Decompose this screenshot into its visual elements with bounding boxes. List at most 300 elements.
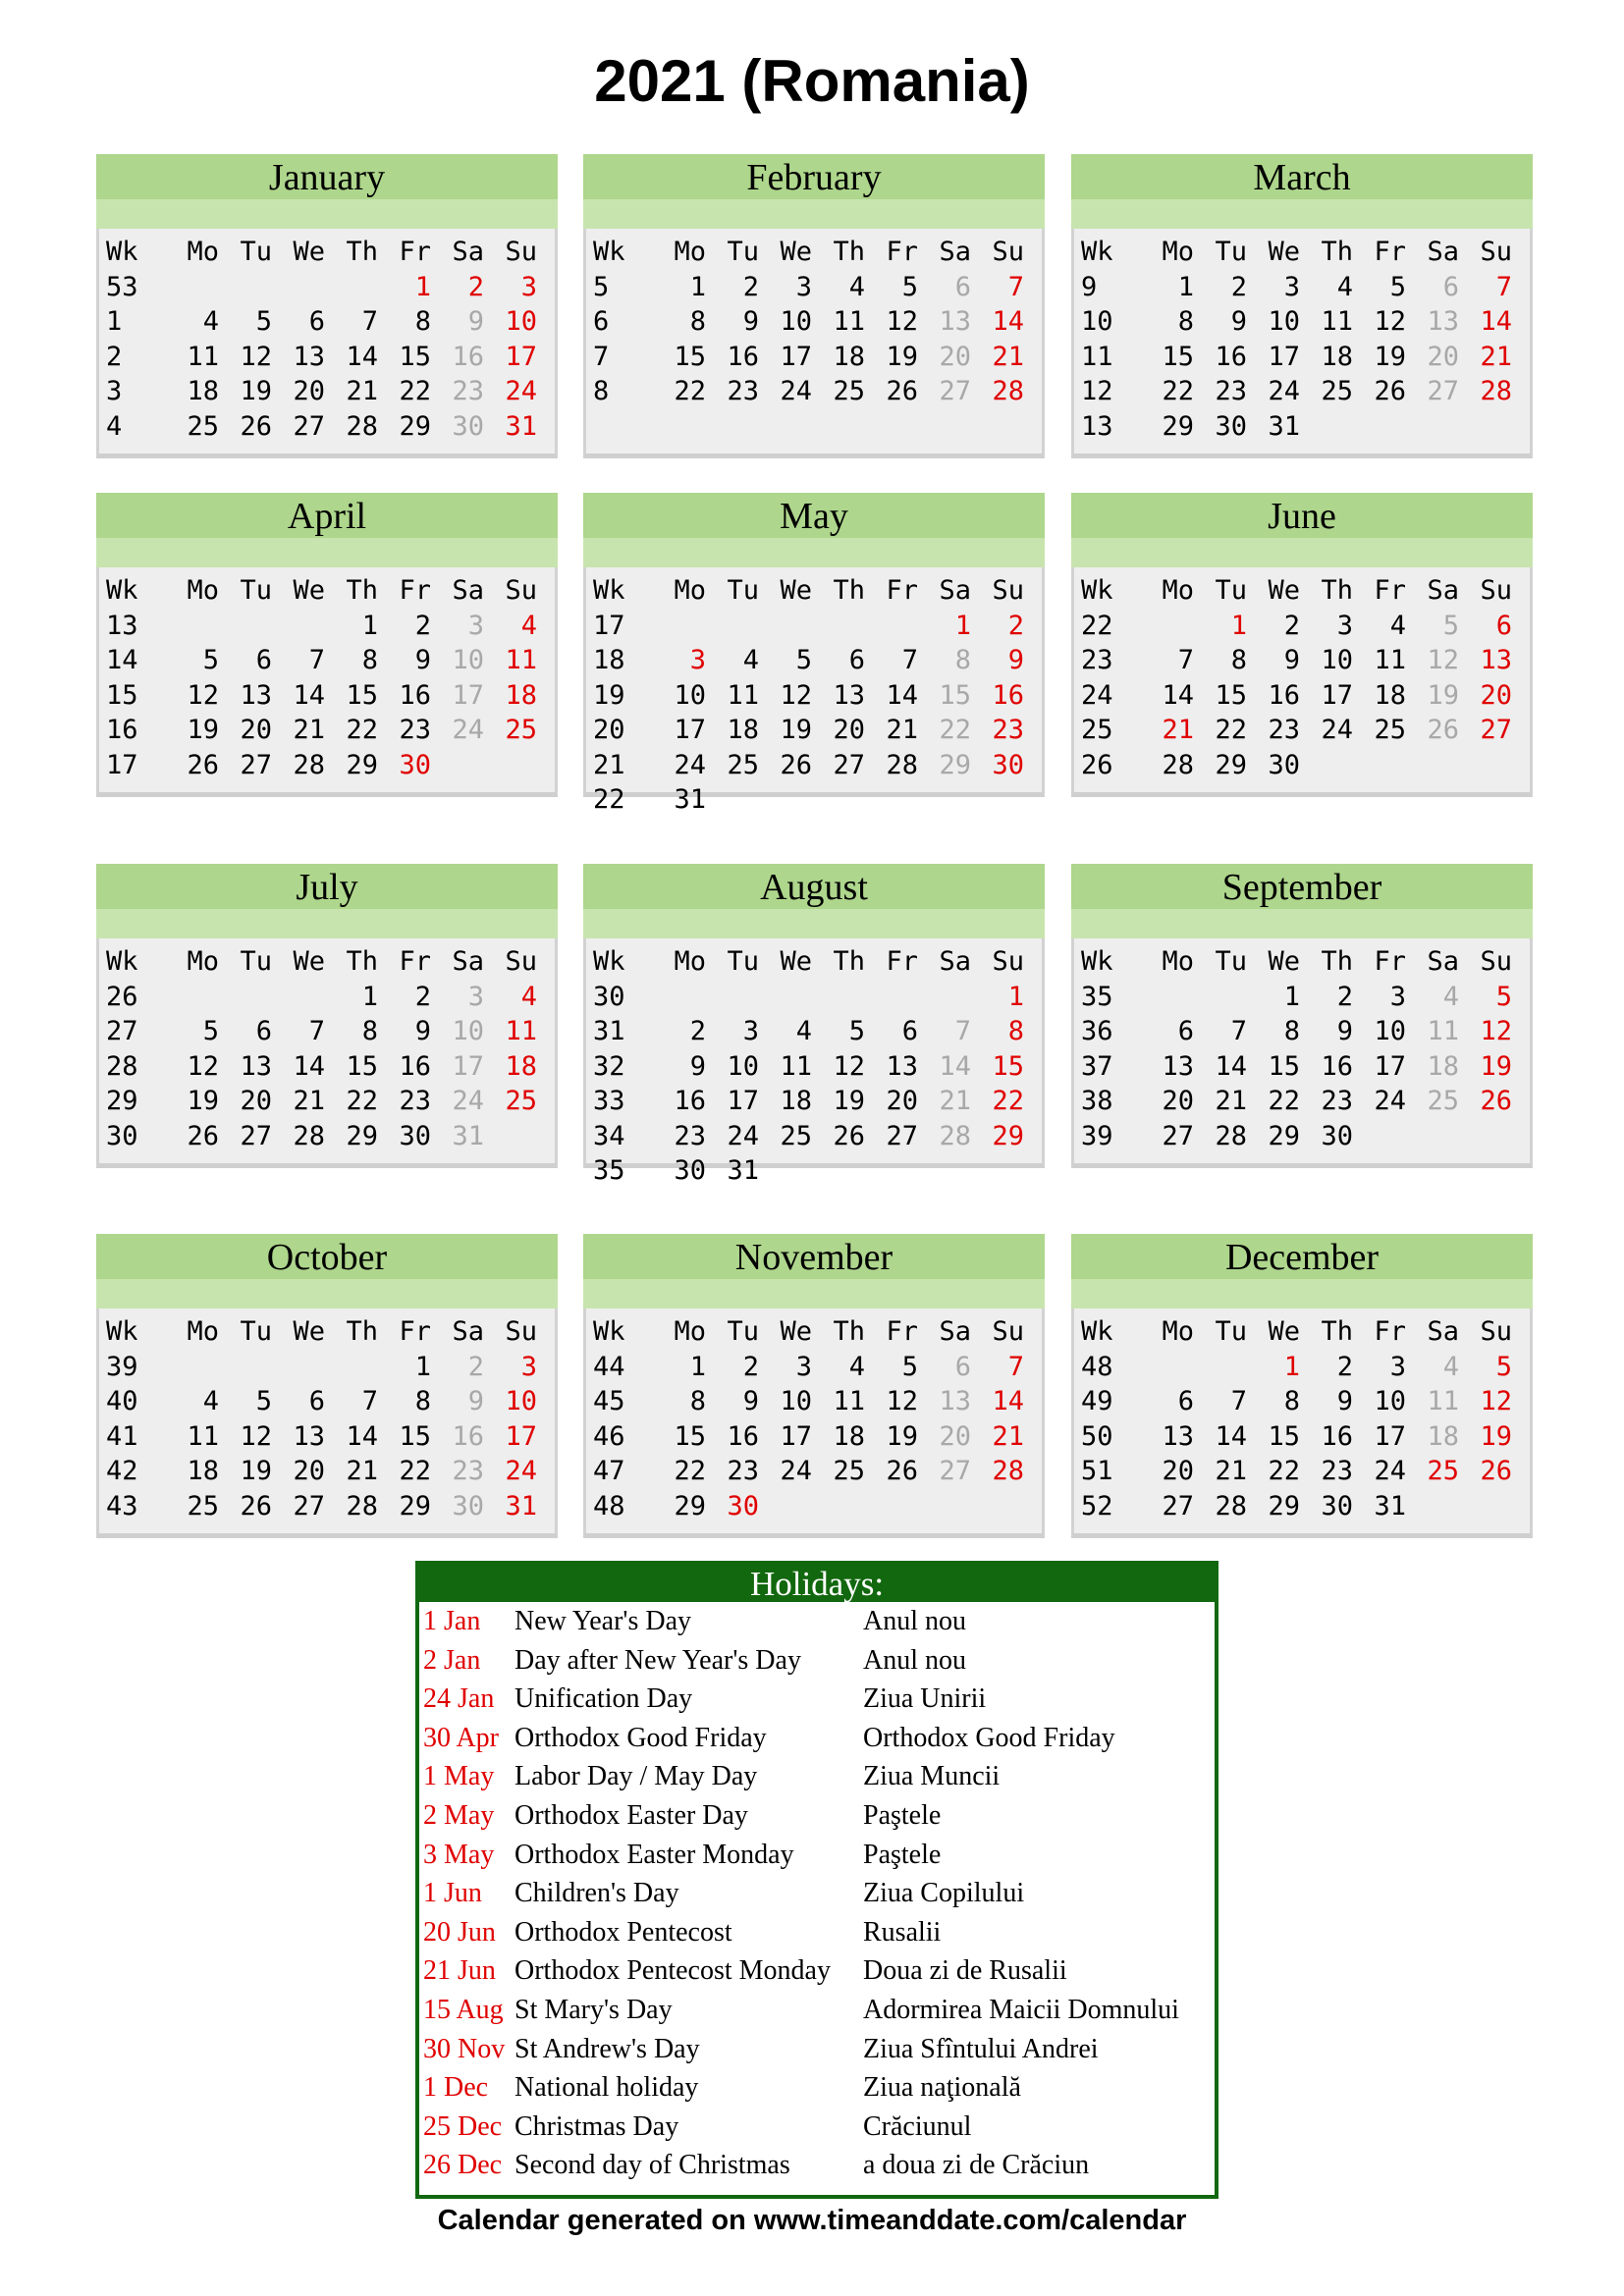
weekday-header: Wk [1081,575,1113,606]
holiday-date: 3 May [423,1839,495,1870]
week-row [99,1350,555,1385]
day-cell: 21 [992,1420,1024,1452]
day-cell: 22 [1268,1086,1300,1116]
week-number: 35 [593,1155,625,1186]
week-row [99,1489,555,1524]
day-cell: 19 [886,341,918,372]
week-number: 39 [1081,1120,1113,1151]
day-cell: 2 [742,271,759,302]
week-number: 19 [593,679,625,711]
week-row [1074,270,1530,305]
day-cell [812,1489,865,1524]
day-cell: 11 [1427,1016,1459,1046]
weekday-header: We [780,237,812,267]
holiday-local-name: a doua zi de Crăciun [863,2150,1090,2181]
weekday-header: Th [1321,237,1353,267]
week-number: 36 [1081,1016,1113,1046]
holiday-row [419,1913,1215,1952]
day-cell: 27 [293,1490,325,1522]
day-cell: 3 [689,645,706,675]
day-cell: 11 [187,341,219,372]
day-cell: 25 [1427,1456,1459,1486]
month-name: November [583,1234,1045,1279]
weekday-header: Su [992,575,1024,606]
day-cell [1300,409,1353,445]
day-cell: 29 [346,749,378,780]
holiday-local-name: Ziua Sfîntului Andrei [863,2033,1099,2064]
day-cell: 17 [780,1420,812,1452]
day-cell: 25 [833,376,865,406]
day-cell: 6 [255,645,272,675]
holiday-local-name: Ziua Unirii [863,1683,987,1715]
month-header-strip [96,1279,558,1308]
week-row [99,1384,555,1419]
day-cell: 2 [467,1351,484,1382]
day-cell: 6 [901,1016,918,1046]
day-cell: 27 [240,749,272,780]
day-cell: 19 [833,1086,865,1116]
day-cell: 26 [886,1456,918,1486]
month-june [1071,493,1533,797]
day-cell: 1 [1283,1351,1300,1382]
day-cell: 18 [187,1456,219,1486]
month-body [1071,567,1533,797]
day-cell: 20 [240,1086,272,1116]
day-cell: 29 [399,1490,431,1522]
day-cell: 10 [1374,1016,1406,1046]
weekday-header: Sa [939,946,971,977]
day-cell: 5 [795,645,812,675]
weekday-header: Fr [1374,237,1406,267]
week-number: 30 [593,981,625,1012]
weekday-header: Mo [1162,575,1194,606]
holiday-date: 1 Jan [423,1606,481,1636]
day-cell: 8 [414,306,431,337]
day-cell: 16 [1321,1050,1353,1082]
day-cell: 8 [1283,1386,1300,1416]
weekday-header: Wk [1081,237,1113,267]
day-cell: 13 [939,1386,971,1416]
day-cell: 24 [505,1456,537,1486]
day-cell [918,1153,971,1189]
day-cell: 16 [727,1420,759,1452]
week-row [1074,1419,1530,1455]
day-cell: 26 [1480,1456,1512,1486]
weekday-header: Mo [187,237,219,267]
day-cell: 7 [308,645,325,675]
day-cell: 23 [1321,1456,1353,1486]
day-cell: 21 [293,715,325,745]
day-cell: 21 [1480,341,1512,372]
day-cell: 3 [795,1351,812,1382]
day-cell: 22 [992,1086,1024,1116]
day-cell: 20 [939,341,971,372]
week-number: 53 [106,271,138,302]
weekday-header: Th [833,946,865,977]
weekday-header: Th [346,1316,378,1347]
week-row [1074,980,1530,1015]
week-row [99,980,555,1015]
weekday-header: Tu [1215,237,1247,267]
weekday-header: We [780,946,812,977]
week-row [1074,748,1530,783]
holiday-local-name: Ziua naţională [863,2072,1021,2104]
day-cell: 18 [505,1050,537,1082]
weekday-header: Mo [1162,237,1194,267]
holiday-row [419,1951,1215,1991]
day-cell [971,1153,1024,1189]
holiday-local-name: Anul nou [863,1606,966,1636]
day-cell: 25 [187,1490,219,1522]
weekday-header: Tu [240,1316,272,1347]
weekday-header: Th [833,237,865,267]
day-cell: 16 [1215,341,1247,372]
day-cell: 23 [1321,1086,1353,1116]
holiday-local-name: Ziua Muncii [863,1761,1001,1792]
holiday-local-name: Anul nou [863,1644,966,1676]
day-cell: 13 [240,1050,272,1082]
day-cell [1194,980,1247,1015]
week-row [586,340,1042,375]
day-cell: 9 [1336,1386,1353,1416]
weekday-header: Tu [1215,575,1247,606]
day-cell: 14 [293,1050,325,1082]
day-cell: 4 [520,610,537,641]
day-cell: 15 [1215,679,1247,711]
day-cell: 4 [848,1351,865,1382]
month-name: January [96,154,558,199]
week-number: 40 [106,1386,138,1416]
month-december [1071,1234,1533,1538]
day-cell: 4 [848,271,865,302]
day-cell: 2 [1007,610,1024,641]
weekday-header: Mo [674,946,706,977]
month-header-strip [583,199,1045,229]
day-cell: 14 [886,679,918,711]
day-cell: 14 [1215,1050,1247,1082]
week-row [1074,374,1530,409]
day-cell: 1 [1007,981,1024,1012]
day-cell: 13 [833,679,865,711]
day-cell [759,980,812,1015]
weekday-header: Th [1321,946,1353,977]
holiday-name: National holiday [514,2072,699,2104]
week-number: 29 [106,1086,138,1116]
weekday-header: Mo [1162,946,1194,977]
holiday-date: 2 May [423,1799,495,1831]
weekday-header-row [99,1314,555,1350]
week-row [586,643,1042,678]
day-cell: 7 [1230,1386,1247,1416]
day-cell: 12 [187,1050,219,1082]
day-cell [1406,409,1459,445]
day-cell [166,1350,219,1385]
day-cell: 7 [1495,271,1512,302]
week-row [1074,1049,1530,1085]
day-cell: 2 [1283,610,1300,641]
month-body [96,567,558,797]
week-number: 35 [1081,981,1113,1012]
weekday-header: Mo [674,237,706,267]
month-body [1071,1308,1533,1538]
week-number: 3 [106,376,123,406]
week-number: 20 [593,715,625,745]
weekday-header: Wk [593,237,625,267]
weekday-header: Mo [187,1316,219,1347]
month-march [1071,154,1533,458]
week-number: 42 [106,1456,138,1486]
day-cell: 15 [939,679,971,711]
day-cell: 20 [1162,1456,1194,1486]
day-cell: 17 [452,679,484,711]
weekday-header: Sa [1427,1316,1459,1347]
week-number: 4 [106,410,123,442]
weekday-header: Tu [1215,1316,1247,1347]
day-cell: 24 [452,1086,484,1116]
day-cell: 24 [1268,376,1300,406]
day-cell: 8 [1230,645,1247,675]
day-cell: 19 [886,1420,918,1452]
holiday-name: Orthodox Good Friday [514,1722,767,1753]
day-cell: 20 [886,1086,918,1116]
day-cell: 2 [1336,1351,1353,1382]
week-number: 27 [106,1016,138,1046]
week-number: 41 [106,1420,138,1452]
holiday-name: Children's Day [514,1878,679,1909]
week-number: 43 [106,1490,138,1522]
week-number: 24 [1081,679,1113,711]
week-row [586,1049,1042,1085]
weekday-header: Th [346,946,378,977]
day-cell: 24 [1321,715,1353,745]
week-number: 5 [593,271,610,302]
day-cell: 8 [414,1386,431,1416]
day-cell: 19 [780,715,812,745]
holiday-name: St Andrew's Day [514,2033,700,2064]
day-cell: 5 [1495,981,1512,1012]
day-cell: 12 [886,306,918,337]
week-row [99,643,555,678]
week-row [99,748,555,783]
week-row [1074,1119,1530,1154]
day-cell: 24 [780,1456,812,1486]
day-cell [1300,748,1353,783]
day-cell: 7 [954,1016,971,1046]
day-cell: 28 [886,749,918,780]
day-cell: 2 [1230,271,1247,302]
day-cell: 5 [202,645,219,675]
month-body [583,229,1045,458]
holiday-name: Orthodox Easter Monday [514,1839,794,1870]
day-cell: 2 [689,1016,706,1046]
weekday-header: We [293,1316,325,1347]
month-header-strip [1071,199,1533,229]
day-cell [918,1489,971,1524]
day-cell: 22 [399,376,431,406]
day-cell: 23 [674,1120,706,1151]
day-cell: 11 [833,1386,865,1416]
weekday-header: Wk [106,1316,138,1347]
week-number: 37 [1081,1050,1113,1082]
holiday-local-name: Doua zi de Rusalii [863,1955,1067,1987]
holiday-row [419,2108,1215,2147]
day-cell: 6 [308,306,325,337]
day-cell [1406,748,1459,783]
month-header-strip [583,909,1045,938]
weekday-header: Tu [240,237,272,267]
day-cell [1459,1119,1512,1154]
day-cell: 26 [1480,1086,1512,1116]
day-cell: 12 [187,679,219,711]
day-cell: 2 [742,1351,759,1382]
day-cell: 15 [399,341,431,372]
day-cell: 10 [1321,645,1353,675]
day-cell: 15 [1268,1420,1300,1452]
week-number: 31 [593,1016,625,1046]
weekday-header: We [780,1316,812,1347]
day-cell [918,980,971,1015]
day-cell: 24 [505,376,537,406]
holiday-date: 15 Aug [423,1994,504,2025]
week-number: 52 [1081,1490,1113,1522]
weekday-header: Su [1480,1316,1512,1347]
week-number: 30 [106,1120,138,1151]
week-row [1074,1084,1530,1119]
day-cell [971,1489,1024,1524]
day-cell [219,609,272,644]
week-row [99,409,555,445]
day-cell: 29 [674,1490,706,1522]
day-cell: 27 [1162,1490,1194,1522]
day-cell: 24 [1374,1456,1406,1486]
week-row [1074,304,1530,340]
day-cell: 23 [992,715,1024,745]
day-cell: 28 [1480,376,1512,406]
holiday-date: 26 Dec [423,2150,503,2181]
day-cell: 22 [674,1456,706,1486]
day-cell: 10 [1268,306,1300,337]
day-cell [166,609,219,644]
day-cell: 10 [505,306,537,337]
weekday-header: Wk [593,1316,625,1347]
week-row [99,304,555,340]
day-cell: 15 [1162,341,1194,372]
weekday-header: We [293,946,325,977]
day-cell: 29 [992,1120,1024,1151]
day-cell: 4 [1442,981,1459,1012]
weekday-header-row [586,944,1042,980]
weekday-header: Th [833,575,865,606]
day-cell: 22 [674,376,706,406]
day-cell: 13 [1427,306,1459,337]
day-cell: 12 [240,341,272,372]
weekday-header-row [99,573,555,609]
day-cell: 23 [727,1456,759,1486]
day-cell: 17 [780,341,812,372]
day-cell: 16 [727,341,759,372]
day-cell: 3 [520,271,537,302]
week-row [586,1084,1042,1119]
month-name: March [1071,154,1533,199]
weekday-header: Wk [593,946,625,977]
day-cell: 17 [727,1086,759,1116]
week-row [586,713,1042,748]
holidays-title: Holidays: [419,1565,1215,1602]
week-number: 51 [1081,1456,1113,1486]
week-number: 15 [106,679,138,711]
week-number: 13 [106,610,138,641]
day-cell: 24 [727,1120,759,1151]
day-cell: 5 [255,1386,272,1416]
weekday-header: Su [992,1316,1024,1347]
month-body [1071,229,1533,458]
day-cell: 14 [1480,306,1512,337]
week-row [99,678,555,714]
holiday-name: Orthodox Pentecost [514,1916,732,1948]
weekday-header: Fr [1374,575,1406,606]
day-cell: 22 [939,715,971,745]
day-cell: 31 [674,784,706,815]
week-number: 1 [106,306,123,337]
day-cell: 26 [833,1120,865,1151]
weekday-header: Fr [399,575,431,606]
month-february [583,154,1045,458]
week-row [1074,1489,1530,1524]
day-cell: 11 [505,645,537,675]
day-cell: 1 [414,271,431,302]
day-cell: 26 [886,376,918,406]
week-number: 18 [593,645,625,675]
day-cell: 25 [1427,1086,1459,1116]
week-row [1074,1014,1530,1049]
day-cell: 27 [293,410,325,442]
week-number: 11 [1081,341,1113,372]
day-cell: 29 [1268,1120,1300,1151]
weekday-header: Wk [106,575,138,606]
holidays-box [415,1561,1218,2199]
day-cell [759,1153,812,1189]
day-cell: 8 [361,1016,378,1046]
day-cell [1406,1489,1459,1524]
day-cell [325,270,378,305]
day-cell: 21 [1215,1456,1247,1486]
day-cell: 25 [780,1120,812,1151]
day-cell [706,782,759,818]
day-cell: 12 [1480,1386,1512,1416]
day-cell: 26 [240,410,272,442]
day-cell: 1 [1230,610,1247,641]
day-cell: 30 [727,1490,759,1522]
month-header-strip [1071,1279,1533,1308]
week-row [99,1454,555,1489]
week-number: 47 [593,1456,625,1486]
day-cell: 18 [505,679,537,711]
weekday-header: Tu [240,946,272,977]
week-row [1074,609,1530,644]
week-row [1074,1350,1530,1385]
week-number: 6 [593,306,610,337]
week-row [1074,340,1530,375]
day-cell: 30 [1215,410,1247,442]
weekday-header: Tu [727,946,759,977]
day-cell [272,1350,325,1385]
day-cell: 5 [848,1016,865,1046]
day-cell: 21 [346,376,378,406]
day-cell: 19 [1374,341,1406,372]
day-cell: 9 [1336,1016,1353,1046]
day-cell: 13 [1480,645,1512,675]
day-cell: 24 [780,376,812,406]
